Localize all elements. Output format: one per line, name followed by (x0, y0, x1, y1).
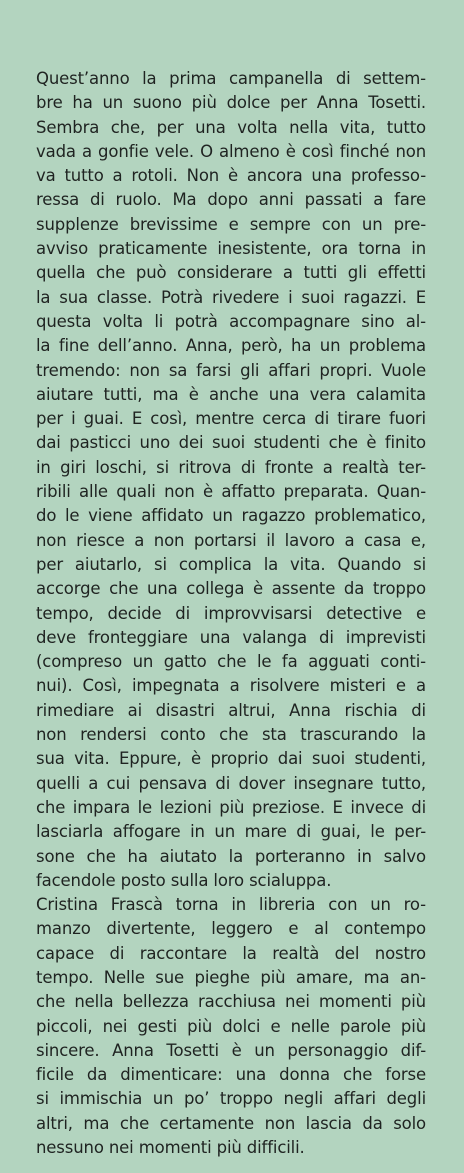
text-line: bre ha un suono più dolce per Anna Tosetti. (36, 93, 426, 113)
text-line: supplenze brevissime e sempre con un pre- (36, 214, 426, 234)
text-line: non riesce a non portarsi il lavoro a casa e, (36, 530, 426, 550)
book-blurb (36, 67, 426, 1160)
text-line: questa volta li potrà accompagnare sino al- (36, 311, 426, 331)
text-line: facendole posto sulla loro scialuppa. (36, 870, 332, 890)
text-line: sone che ha aiutato la porteranno in salvo (36, 846, 426, 866)
text-line: tempo, decide di improvvisarsi detective e (36, 603, 426, 623)
text-line: avviso praticamente inesistente, ora torna in (36, 239, 426, 259)
text-line: la fine dell’anno. Anna, però, ha un problema (36, 336, 426, 356)
text-line: Cristina Frascà torna in libreria con un ro- (36, 895, 426, 915)
text-line: rimediare ai disastri altrui, Anna rischia di (36, 700, 426, 720)
text-line: che nella bellezza racchiusa nei momenti più (36, 992, 426, 1012)
text-line: vada a gonfie vele. O almeno è così finché non (36, 141, 426, 161)
text-line: aiutare tutti, ma è anche una vera calamita (36, 384, 426, 404)
text-line: accorge che una collega è assente da troppo (36, 579, 426, 599)
text-line: tremendo: non sa farsi gli affari propri. Vuole (36, 360, 426, 380)
text-line: capace di raccontare la realtà del nostro (36, 943, 426, 963)
text-line: Quest’anno la prima campanella di settem- (36, 69, 426, 88)
plot-paragraph (36, 67, 426, 893)
text-line: (compreso un gatto che le fa agguati conti- (36, 652, 426, 672)
text-line: tempo. Nelle sue pieghe più amare, ma an- (36, 967, 426, 987)
text-line: piccoli, nei gesti più dolci e nelle parole più (36, 1016, 426, 1036)
text-line: Sembra che, per una volta nella vita, tutto (36, 117, 426, 137)
text-line: sua vita. Eppure, è proprio dai suoi studenti, (36, 749, 426, 769)
text-line: ribili alle quali non è affatto preparata. Quan- (36, 482, 426, 502)
text-line: si immischia un po’ troppo negli affari degli (36, 1089, 426, 1109)
text-line: nessuno nei momenti più difficili. (36, 1138, 305, 1158)
author-paragraph (36, 893, 426, 1160)
text-line: nui). Così, impegnata a risolvere misteri e a (36, 676, 426, 696)
text-line: che impara le lezioni più preziose. E invece di (36, 797, 426, 817)
text-line: lasciarla affogare in un mare di guai, le per- (36, 822, 426, 842)
text-line: non rendersi conto che sta trascurando la (36, 725, 426, 745)
text-line: quelli a cui pensava di dover insegnare tutto, (36, 773, 426, 793)
text-line: la sua classe. Potrà rivedere i suoi ragazzi. E (36, 287, 426, 307)
text-line: in giri loschi, si ritrova di fronte a realtà ter- (36, 457, 426, 477)
text-line: do le viene affidato un ragazzo problematico, (36, 506, 426, 526)
text-line: va tutto a rotoli. Non è ancora una professo- (36, 166, 426, 186)
text-line: manzo divertente, leggero e al contempo (36, 919, 426, 939)
text-line: quella che può considerare a tutti gli effetti (36, 263, 426, 283)
text-line: dai pasticci uno dei suoi studenti che è finito (36, 433, 426, 453)
text-line: deve fronteggiare una valanga di imprevisti (36, 627, 426, 647)
text-line: sincere. Anna Tosetti è un personaggio dif- (36, 1040, 426, 1060)
text-line: altri, ma che certamente non lascia da solo (36, 1113, 426, 1133)
text-line: per i guai. E così, mentre cerca di tirare fuori (36, 409, 426, 429)
text-line: ficile da dimenticare: una donna che forse (36, 1065, 426, 1085)
text-line: per aiutarlo, si complica la vita. Quando si (36, 554, 426, 574)
text-line: ressa di ruolo. Ma dopo anni passati a fare (36, 190, 426, 210)
